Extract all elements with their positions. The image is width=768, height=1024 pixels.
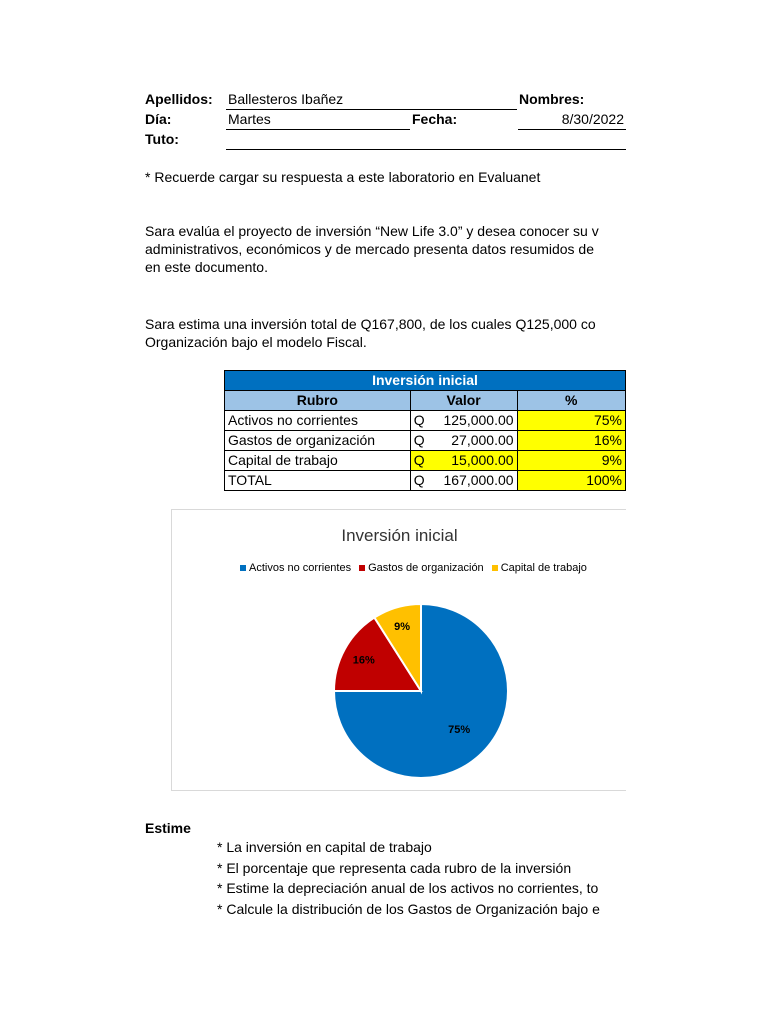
pie-chart [172, 510, 626, 790]
legend-label: Gastos de organización [368, 562, 484, 574]
paragraph-2-line-2: Organización bajo el modelo Fiscal. [145, 334, 367, 350]
estime-item-1: * La inversión en capital de trabajo [217, 839, 432, 855]
data-label-1: 16% [352, 654, 375, 667]
nombres-label: Nombres: [519, 91, 585, 107]
valor-amount: 27,000.00 [451, 432, 514, 448]
tuto-field [226, 131, 626, 150]
header-rubro: Rubro [225, 391, 411, 411]
valor-amount: 125,000.00 [443, 412, 514, 428]
currency-symbol: Q [413, 472, 425, 488]
table-row [225, 411, 626, 431]
fecha-value: 8/30/2022 [561, 111, 624, 127]
valor-cell [410, 471, 517, 491]
table-row-total [225, 471, 626, 491]
paragraph-1-line-3: en este documento. [145, 259, 268, 275]
valor-amount: 15,000.00 [451, 452, 514, 468]
apellidos-label: Apellidos: [145, 91, 213, 107]
dia-label: Día: [145, 111, 172, 127]
table-row [225, 451, 626, 471]
paragraph-2-line-1: Sara estima una inversión total de Q167,800, de los cuales Q125,000 co [145, 316, 596, 332]
estime-item-4: * Calcule la distribución de los Gastos de Organización bajo e [217, 901, 600, 917]
table-row [225, 431, 626, 451]
estime-item-2: * El porcentaje que representa cada rubro de la inversión [217, 860, 572, 876]
pct-cell: 16% [517, 431, 625, 451]
dia-field [226, 111, 410, 130]
valor-cell [410, 451, 517, 471]
rubro-cell: TOTAL [225, 471, 411, 491]
chart-title: Inversión inicial [341, 526, 458, 545]
fecha-label: Fecha: [412, 111, 458, 127]
currency-symbol: Q [413, 452, 425, 468]
pie-chart-container [171, 509, 626, 791]
currency-symbol: Q [413, 412, 425, 428]
paragraph-1-line-2: administrativos, económicos y de mercado presenta datos resumidos de [145, 241, 594, 257]
dia-value: Martes [228, 111, 271, 127]
table-title: Inversión inicial [225, 371, 626, 391]
rubro-cell: Gastos de organización [225, 431, 411, 451]
data-label-2: 9% [394, 620, 411, 633]
investment-table [224, 370, 626, 491]
rubro-cell: Activos no corrientes [225, 411, 411, 431]
estime-title: Estime [145, 820, 191, 836]
paragraph-1-line-1: Sara evalúa el proyecto de inversión “New Life 3.0” y desea conocer su v [145, 223, 599, 239]
reminder-text: * Recuerde cargar su respuesta a este laboratorio en Evaluanet [145, 169, 541, 185]
data-label-0: 75% [448, 724, 471, 737]
tuto-label: Tuto: [145, 131, 179, 147]
apellidos-value: Ballesteros Ibañez [228, 91, 344, 107]
pct-cell: 9% [517, 451, 625, 471]
apellidos-field [226, 91, 517, 110]
pct-cell: 75% [517, 411, 625, 431]
valor-cell [410, 431, 517, 451]
estime-item-3: * Estime la depreciación anual de los activos no corrientes, to [217, 880, 599, 896]
currency-symbol: Q [413, 432, 425, 448]
legend-label: Capital de trabajo [500, 562, 587, 574]
valor-cell [410, 411, 517, 431]
valor-amount: 167,000.00 [443, 472, 514, 488]
header-valor: Valor [410, 391, 517, 411]
legend-label: Activos no corrientes [249, 562, 352, 574]
rubro-cell: Capital de trabajo [225, 451, 411, 471]
pct-cell: 100% [517, 471, 625, 491]
header-pct: % [517, 391, 625, 411]
fecha-field [518, 111, 626, 130]
